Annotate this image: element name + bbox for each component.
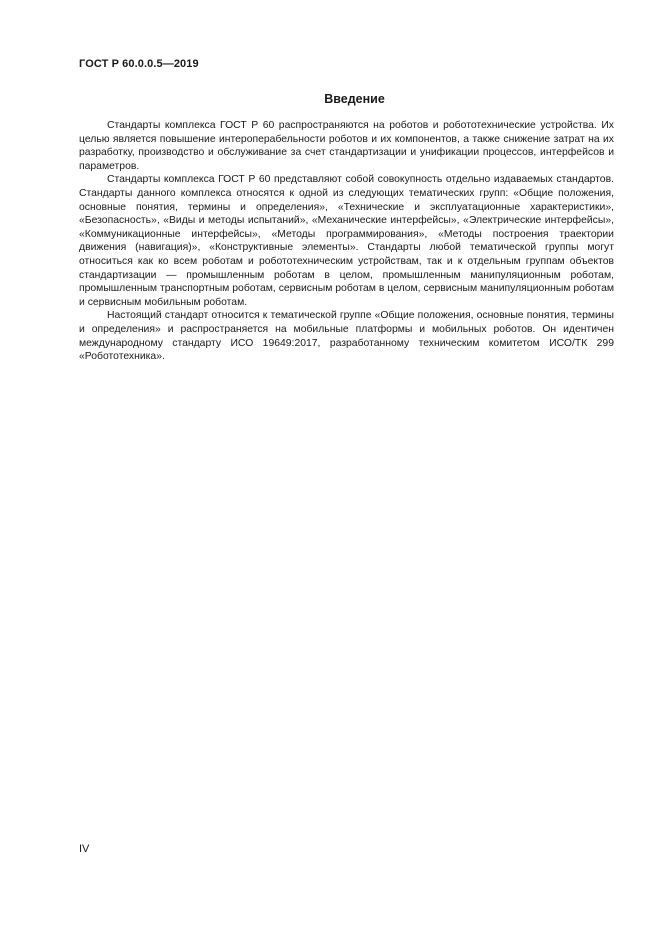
introduction-body — [79, 119, 614, 364]
page-number: IV — [79, 843, 90, 855]
document-code-header: ГОСТ Р 60.0.0.5—2019 — [79, 58, 199, 70]
paragraph-thematic-groups: Стандарты комплекса ГОСТ Р 60 представляют собой совокупность отдельно издаваемых стандартов. Стандарты данного комплекса относятся к одной из следующих тематических групп: «Общие положения, основные понятия, термины и определения», «Технические и эксплуатационные характеристики», «Безопасность», «Виды и методы испытаний», «Механические интерфейсы», «Электрические интерфейсы», «Коммуникационные интерфейсы», «Методы программирования», «Методы построения траектории движения (навигация)», «Конструктивные элементы». Стандарты любой тематической группы могут относиться как ко всем роботам и робототехническим устройствам, так и к отдельным группам объектов стандартизации — промышленным роботам в целом, промышленным манипуляционным роботам, промышленным транспортным роботам, сервисным роботам в целом, сервисным манипуляционным роботам и сервисным мобильным роботам. — [79, 174, 614, 308]
paragraph-scope: Настоящий стандарт относится к тематической группе «Общие положения, основные понятия, термины и определения» и распространяется на мобильные платформы и мобильных роботов. Он идентичен международному стандарту ИСО 19649:2017, разработанному техническим комитетом ИСО/ТК 299 «Робототехника». — [79, 310, 614, 363]
paragraph-purpose: Стандарты комплекса ГОСТ Р 60 распространяются на роботов и робототехнические устройства. Их целью является повышение интероперабельности роботов и их компонентов, а также снижение затрат на их разработку, производство и обслуживание за счет стандартизации и унификации процессов, интерфейсов и параметров. — [79, 120, 614, 172]
section-title: Введение — [324, 92, 385, 106]
